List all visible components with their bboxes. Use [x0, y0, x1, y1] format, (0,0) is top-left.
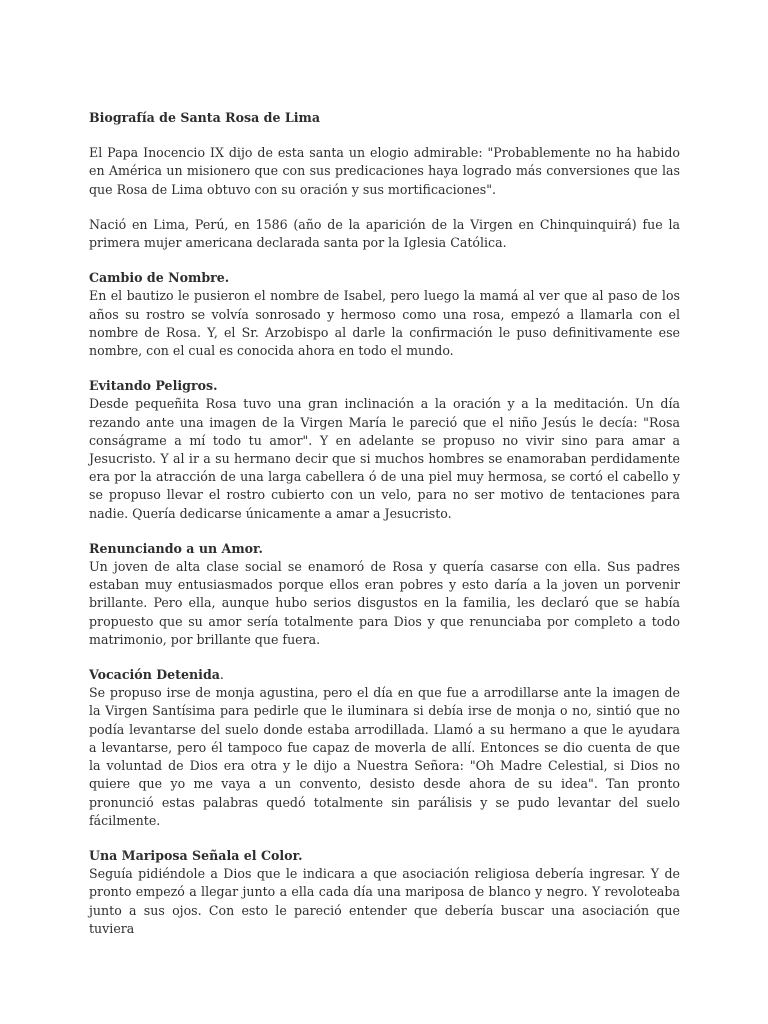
intro-paragraph-2: Nació en Lima, Perú, en 1586 (año de la aparición de la Virgen en Chinquinquirá) fue la primera mujer americana declarada santa por la Iglesia Católica.: [89, 216, 680, 251]
section-text: Seguía pidiéndole a Dios que le indicara a que asociación religiosa debería ingresar. Y de pronto empezó a llegar junto a ella cada día una mariposa de blanco y negro. Y revoloteaba junto a sus ojos. Con esto le pareció entender que debería buscar una asociación que tuviera: [89, 866, 680, 936]
heading-period: .: [219, 667, 224, 683]
section-heading: Vocación Detenida: [89, 667, 220, 683]
section-heading: Evitando Peligros.: [89, 378, 218, 394]
section-una-mariposa: [89, 847, 680, 938]
section-text: Desde pequeñita Rosa tuvo una gran inclinación a la oración y a la meditación. Un día rezando ante una imagen de la Virgen María le pareció que el niño Jesús le decía: "Rosa conságrame a mí todo tu amor". Y en adelante se propuso no vivir sino para amar a Jesucristo. Y al ir a su hermano decir que si muchos hombres se enamoraban perdidamente era por la atracción de una larga cabellera ó de una piel muy hermosa, se cortó el cabello y se propuso llevar el rostro cubierto con un velo, para no ser motivo de tentaciones para nadie. Quería dedicarse únicamente a amar a Jesucristo.: [89, 396, 680, 521]
section-heading-line: [89, 666, 680, 684]
section-heading: Cambio de Nombre.: [89, 270, 230, 286]
section-vocacion-detenida: [89, 666, 680, 830]
document-page: [89, 100, 680, 955]
section-cambio-de-nombre: [89, 269, 680, 360]
document-title: Biografía de Santa Rosa de Lima: [89, 110, 320, 125]
section-text: En el bautizo le pusieron el nombre de Isabel, pero luego la mamá al ver que al paso de los años su rostro se volvía sonrosado y hermoso como una rosa, empezó a llamarla con el nombre de Rosa. Y, el Sr. Arzobispo al darle la confirmación le puso definitivamente ese nombre, con el cual es conocida ahora en todo el mundo.: [89, 288, 680, 359]
section-text: Se propuso irse de monja agustina, pero el día en que fue a arrodillarse ante la imagen de la Virgen Santísima para pedirle que le iluminara si debía irse de monja o no, sintió que no podía levantarse del suelo donde estaba arrodillada. Llamó a su hermano a que le ayudara a levantarse, pero él tampoco fue capaz de moverla de allí. Entonces se dio cuenta de que la voluntad de Dios era otra y le dijo a Nuestra Señora: "Oh Madre Celestial, si Dios no quiere que yo me vaya a un convento, desisto desde ahora de su idea". Tan pronto pronunció estas palabras quedó totalmente sin parálisis y se pudo levantar del suelo fácilmente.: [89, 685, 680, 828]
section-text: Un joven de alta clase social se enamoró de Rosa y quería casarse con ella. Sus padres estaban muy entusiasmados porque ellos eran pobres y esto daría a la joven un porvenir brillante. Pero ella, aunque hubo serios disgustos en la familia, les declaró que se había propuesto que su amor sería totalmente para Dios y que renunciaba por completo a todo matrimonio, por brillante que fuera.: [89, 559, 680, 647]
section-evitando-peligros: [89, 377, 680, 523]
section-renunciando-a-un-amor: [89, 540, 680, 649]
intro-paragraph-1: El Papa Inocencio IX dijo de esta santa un elogio admirable: "Probablemente no ha habido en América un misionero que con sus predicaciones haya logrado más conversiones que las que Rosa de Lima obtuvo con su oración y sus mortificaciones".: [89, 145, 680, 197]
section-heading: Renunciando a un Amor.: [89, 540, 263, 556]
section-heading: Una Mariposa Señala el Color.: [89, 847, 303, 863]
